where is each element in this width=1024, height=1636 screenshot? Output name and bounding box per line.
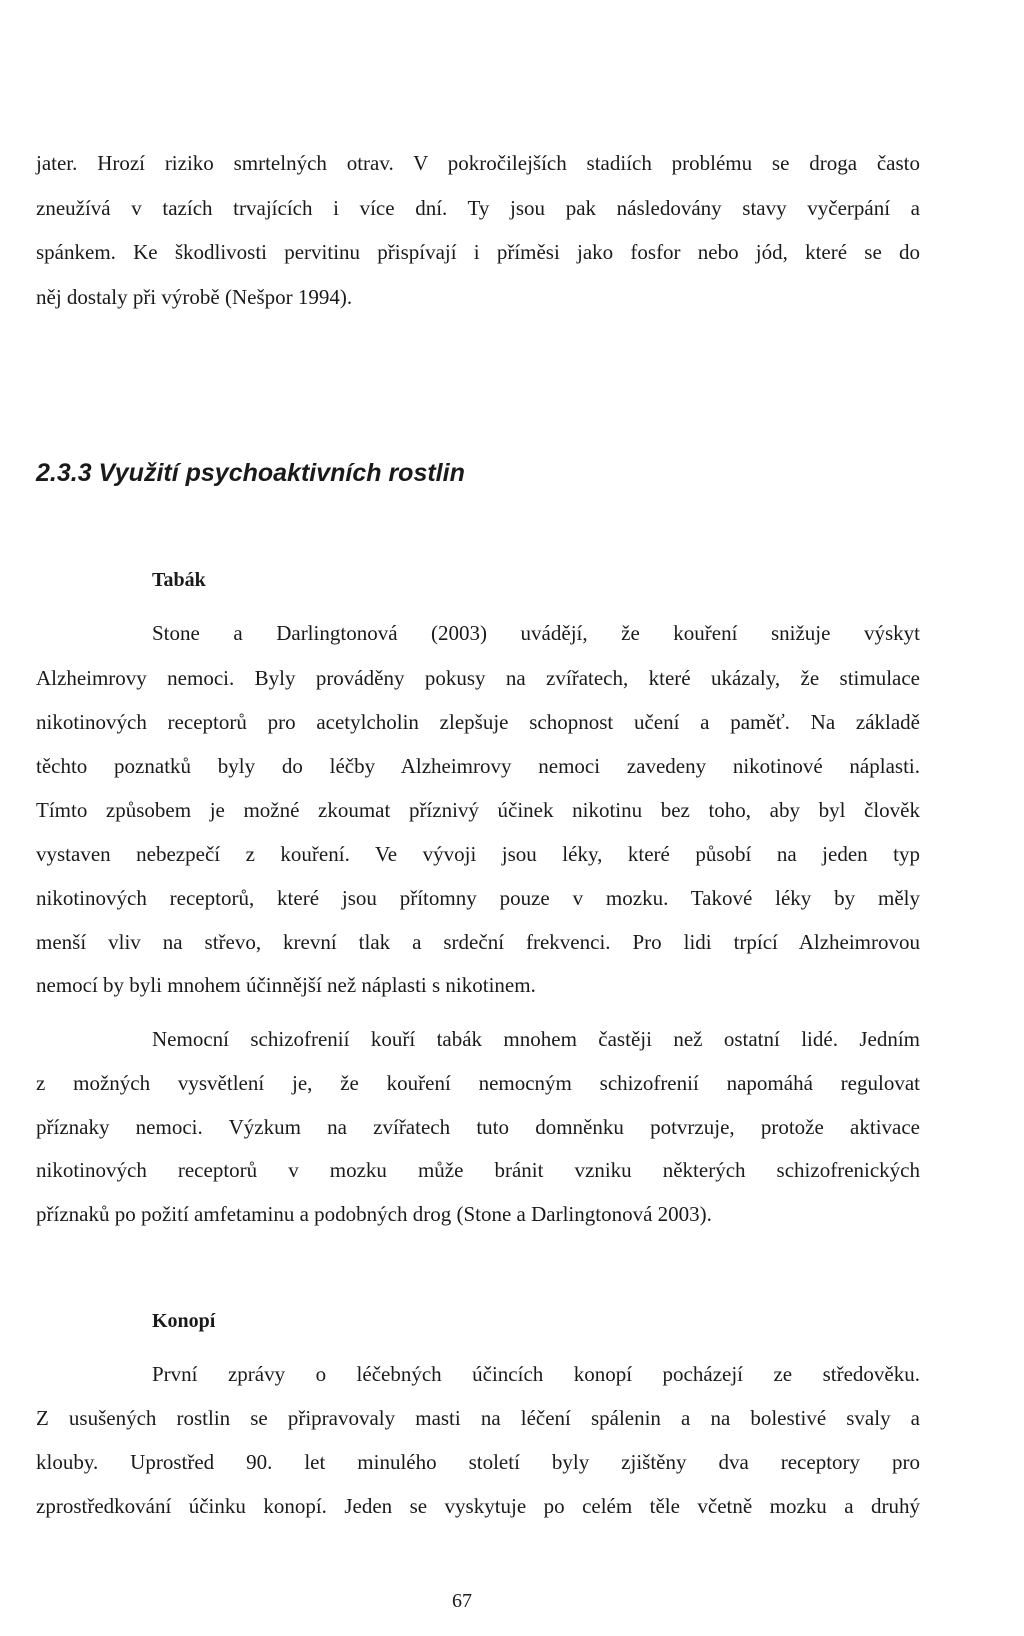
intro-line-4: něj dostaly při výrobě (Nešpor 1994).	[36, 285, 353, 309]
tabak-p1-line-6: vystaven nebezpečí z kouření. Ve vývoji jsou léky, které působí na jeden typ	[36, 842, 920, 866]
tabak-p2-line-5: příznaků po požití amfetaminu a podobných drog (Stone a Darlingtonová 2003).	[36, 1202, 712, 1226]
tabak-p1-line-9: nemocí by byli mnohem účinnější než náplasti s nikotinem.	[36, 973, 536, 997]
konopi-line-3: klouby. Uprostřed 90. let minulého století byly zjištěny dva receptory pro	[36, 1450, 920, 1474]
tabak-p2-line-1: Nemocní schizofrenií kouří tabák mnohem častěji než ostatní lidé. Jedním	[152, 1027, 920, 1051]
tabak-p1-line-1: Stone a Darlingtonová (2003) uvádějí, že kouření snižuje výskyt	[152, 621, 920, 645]
subheading-tabak: Tabák	[152, 569, 206, 591]
tabak-p2-line-3: příznaky nemoci. Výzkum na zvířatech tuto domněnku potvrzuje, protože aktivace	[36, 1115, 920, 1139]
tabak-p2-line-4: nikotinových receptorů v mozku může bránit vzniku některých schizofrenických	[36, 1158, 920, 1182]
intro-line-2: zneužívá v tazích trvajících i více dní. Ty jsou pak následovány stavy vyčerpání a	[36, 196, 920, 220]
tabak-p1-line-3: nikotinových receptorů pro acetylcholin zlepšuje schopnost učení a paměť. Na základě	[36, 710, 920, 734]
page-number: 67	[452, 1590, 472, 1612]
intro-line-1: jater. Hrozí riziko smrtelných otrav. V pokročilejších stadiích problému se droga často	[36, 151, 920, 175]
konopi-line-4: zprostředkování účinku konopí. Jeden se vyskytuje po celém těle včetně mozku a druhý	[36, 1494, 920, 1518]
tabak-p1-line-8: menší vliv na střevo, krevní tlak a srdeční frekvenci. Pro lidi trpící Alzheimrovou	[36, 930, 920, 954]
tabak-p2-line-2: z možných vysvětlení je, že kouření nemocným schizofrenií napomáhá regulovat	[36, 1071, 920, 1095]
intro-line-3: spánkem. Ke škodlivosti pervitinu přispívají i příměsi jako fosfor nebo jód, které se do	[36, 240, 920, 264]
tabak-p1-line-2: Alzheimrovy nemoci. Byly prováděny pokusy na zvířatech, které ukázaly, že stimulace	[36, 666, 920, 690]
tabak-p1-line-7: nikotinových receptorů, které jsou přítomny pouze v mozku. Takové léky by měly	[36, 886, 920, 910]
konopi-line-1: První zprávy o léčebných účincích konopí pocházejí ze středověku.	[152, 1362, 920, 1386]
section-heading: 2.3.3 Využití psychoaktivních rostlin	[36, 459, 465, 487]
konopi-line-2: Z usušených rostlin se připravovaly masti na léčení spálenin a na bolestivé svaly a	[36, 1406, 920, 1430]
subheading-konopi: Konopí	[152, 1310, 216, 1332]
tabak-p1-line-4: těchto poznatků byly do léčby Alzheimrovy nemoci zavedeny nikotinové náplasti.	[36, 754, 920, 778]
tabak-p1-line-5: Tímto způsobem je možné zkoumat příznivý účinek nikotinu bez toho, aby byl člověk	[36, 798, 920, 822]
